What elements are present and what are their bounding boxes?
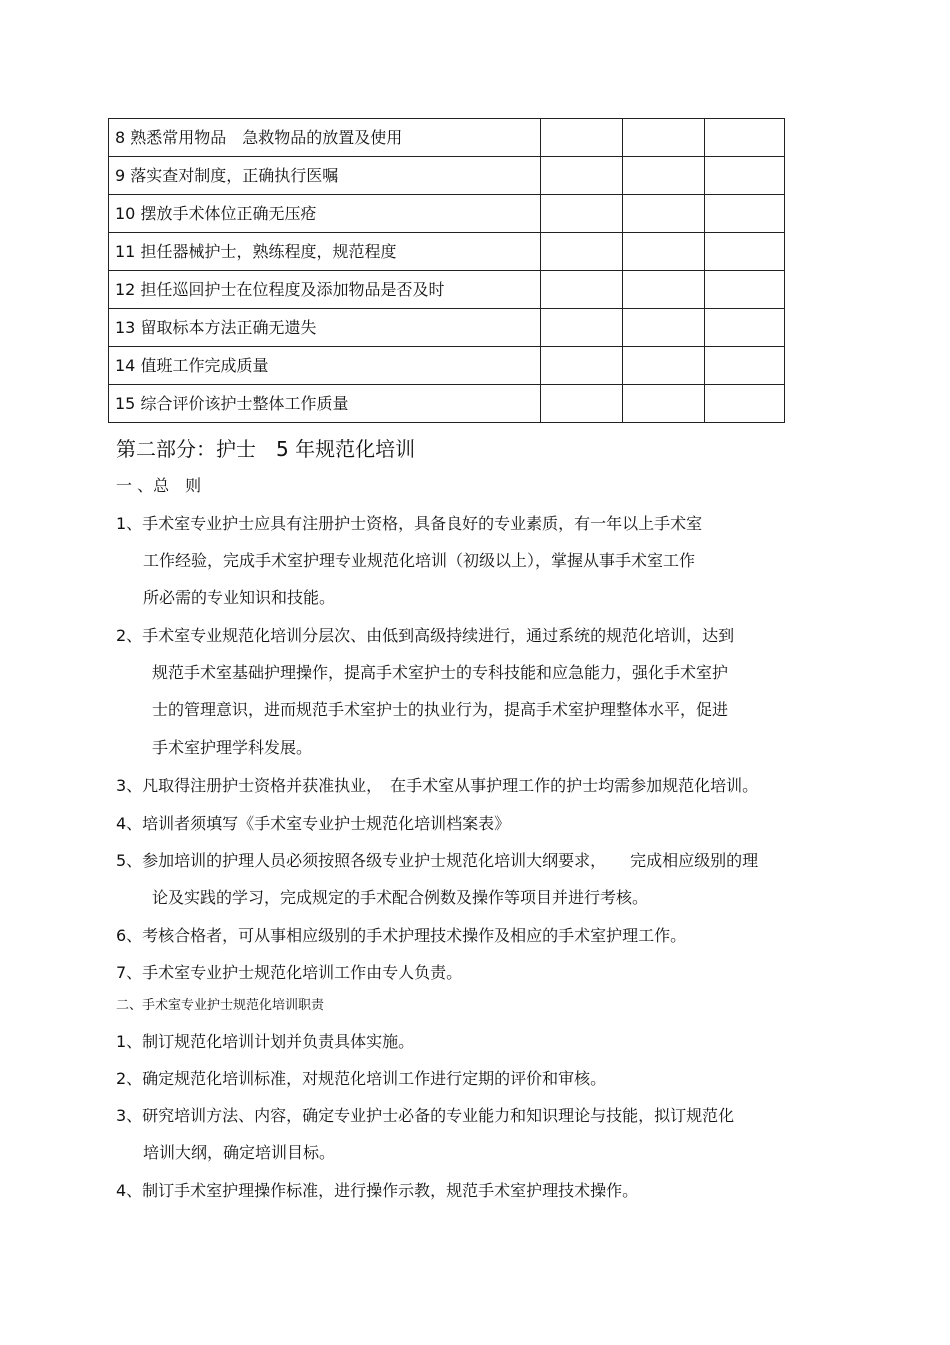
table-cell-score [705, 119, 785, 157]
duties-item-3-line-2: 培训大纲，确定培训目标。 [143, 1143, 336, 1162]
table-cell-score [623, 385, 705, 423]
table-cell-score [541, 309, 623, 347]
table-cell-score [541, 271, 623, 309]
duties-item-2: 2、确定规范化培训标准，对规范化培训工作进行定期的评价和审核。 [116, 1069, 607, 1088]
table-cell-score [705, 309, 785, 347]
table-cell-item: 13 留取标本方法正确无遗失 [109, 309, 541, 347]
table-row [109, 233, 785, 271]
general-heading: 一 、总 则 [116, 476, 202, 495]
duties-heading: 二、手术室专业护士规范化培训职责 [116, 998, 325, 1013]
general-item-5-line-1: 5、参加培训的护理人员必须按照各级专业护士规范化培训大纲要求， 完成相应级别的理 [116, 851, 759, 870]
general-item-2-line-2: 规范手术室基础护理操作，提高手术室护士的专科技能和应急能力，强化手术室护 [152, 663, 729, 682]
table-row [109, 157, 785, 195]
table-cell-score [623, 347, 705, 385]
table-row [109, 347, 785, 385]
table-cell-item: 12 担任巡回护士在位程度及添加物品是否及时 [109, 271, 541, 309]
table-cell-item: 15 综合评价该护士整体工作质量 [109, 385, 541, 423]
section-title: 第二部分：护士 5 年规范化培训 [116, 437, 416, 461]
general-item-1-line-3: 所必需的专业知识和技能。 [143, 588, 336, 607]
table-cell-item: 14 值班工作完成质量 [109, 347, 541, 385]
duties-item-3-line-1: 3、研究培训方法、内容，确定专业护士必备的专业能力和知识理论与技能，拟订规范化 [116, 1106, 735, 1125]
table-cell-score [541, 195, 623, 233]
table-cell-score [623, 119, 705, 157]
general-item-2-line-1: 2、手术室专业规范化培训分层次、由低到高级持续进行，通过系统的规范化培训，达到 [116, 626, 735, 645]
table-cell-score [705, 233, 785, 271]
table-cell-item: 10 摆放手术体位正确无压疮 [109, 195, 541, 233]
table-cell-score [623, 157, 705, 195]
table-row [109, 195, 785, 233]
table-cell-score [705, 347, 785, 385]
table-cell-score [705, 385, 785, 423]
table-cell-score [623, 233, 705, 271]
table-cell-item: 9 落实查对制度，正确执行医嘱 [109, 157, 541, 195]
table-cell-score [705, 271, 785, 309]
general-item-6: 6、考核合格者，可从事相应级别的手术护理技术操作及相应的手术室护理工作。 [116, 926, 687, 945]
duties-item-1: 1、制订规范化培训计划并负责具体实施。 [116, 1032, 415, 1051]
table-cell-score [623, 309, 705, 347]
general-item-7: 7、手术室专业护士规范化培训工作由专人负责。 [116, 963, 463, 982]
evaluation-table [108, 118, 785, 423]
table-row [109, 309, 785, 347]
general-item-3: 3、凡取得注册护士资格并获准执业， 在手术室从事护理工作的护士均需参加规范化培训。 [116, 776, 759, 795]
table-cell-score [705, 195, 785, 233]
table-cell-score [541, 385, 623, 423]
general-item-2-line-4: 手术室护理学科发展。 [152, 738, 313, 757]
table-row [109, 271, 785, 309]
table-cell-score [541, 347, 623, 385]
general-item-4: 4、培训者须填写《手术室专业护士规范化培训档案表》 [116, 814, 511, 833]
table-row [109, 119, 785, 157]
general-item-2-line-3: 士的管理意识，进而规范手术室护士的执业行为，提高手术室护理整体水平，促进 [152, 700, 729, 719]
table-row [109, 385, 785, 423]
duties-item-4: 4、制订手术室护理操作标准，进行操作示教，规范手术室护理技术操作。 [116, 1181, 639, 1200]
general-item-1-line-2: 工作经验，完成手术室护理专业规范化培训（初级以上），掌握从事手术室工作 [143, 551, 696, 570]
general-item-5-line-2: 论及实践的学习，完成规定的手术配合例数及操作等项目并进行考核。 [152, 888, 649, 907]
table-cell-score [705, 157, 785, 195]
general-item-1-line-1: 1、手术室专业护士应具有注册护士资格，具备良好的专业素质，有一年以上手术室 [116, 514, 703, 533]
table-cell-score [541, 157, 623, 195]
table-cell-score [623, 195, 705, 233]
table-cell-item: 8 熟悉常用物品 急救物品的放置及使用 [109, 119, 541, 157]
table-cell-score [541, 119, 623, 157]
table-cell-score [623, 271, 705, 309]
table-cell-score [541, 233, 623, 271]
table-cell-item: 11 担任器械护士，熟练程度，规范程度 [109, 233, 541, 271]
